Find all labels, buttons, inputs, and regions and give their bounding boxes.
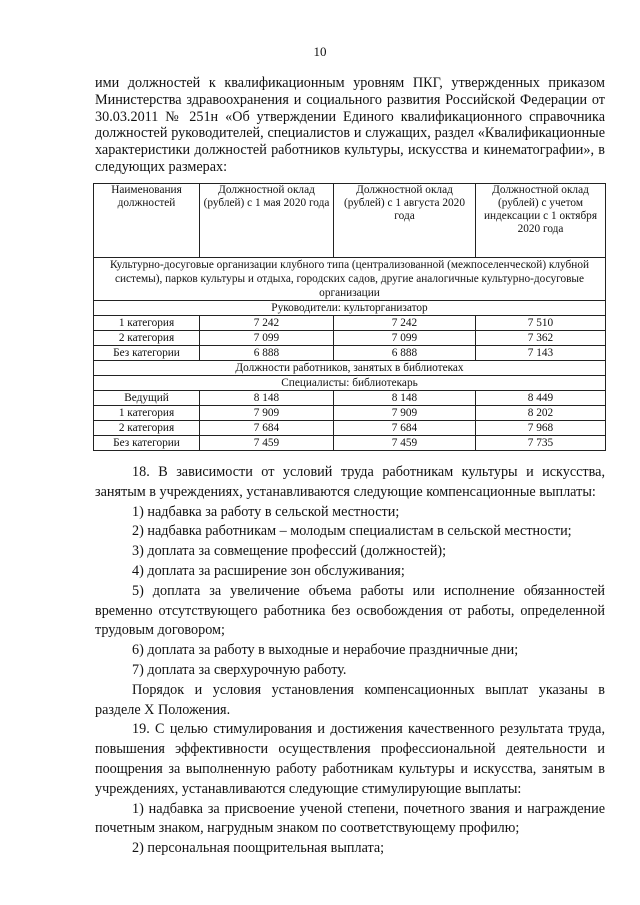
table-cell: 7 510 xyxy=(476,316,606,331)
table-cell: 7 099 xyxy=(334,331,476,346)
table-cell: 7 459 xyxy=(334,436,476,451)
table-cell: 8 148 xyxy=(200,391,334,406)
section-title-row xyxy=(94,361,606,376)
list-item: 6) доплата за работу в выходные и нерабочие праздничные дни; xyxy=(132,642,519,659)
section-subtitle: Специалисты: библиотекарь xyxy=(94,376,606,391)
table-cell: 7 362 xyxy=(476,331,606,346)
table-cell: Без категории xyxy=(94,346,200,361)
table-cell: 8 449 xyxy=(476,391,606,406)
section-subtitle-row xyxy=(94,301,606,316)
table-cell: 1 категория xyxy=(94,316,200,331)
section-title-row xyxy=(94,258,606,301)
section-title: Культурно-досуговые организации клубного типа (централизованной (межпоселенческой) клубной системы), парков культуры и отдыха, городских садов, другие аналогичные культурно-досуговые организации xyxy=(94,258,606,301)
table-cell: 6 888 xyxy=(200,346,334,361)
table-cell: 7 735 xyxy=(476,436,606,451)
salary-table xyxy=(93,183,606,451)
section-title: Должности работников, занятых в библиотеках xyxy=(94,361,606,376)
list-item: 2) надбавка работникам – молодым специалистам в сельской местности; xyxy=(132,523,572,540)
header-position: Наименования должностей xyxy=(94,184,200,258)
page-number: 10 xyxy=(313,44,327,59)
list-item: 1) надбавка за работу в сельской местности; xyxy=(132,503,400,520)
table-cell: 7 909 xyxy=(334,406,476,421)
table-cell: 7 242 xyxy=(200,316,334,331)
document-body xyxy=(95,463,605,859)
paragraph-19: 19. С целью стимулирования и достижения качественного результата труда, повышения эффективности осуществления профессиональной деятельности и поощрения за выполненную работу работникам культуры и искусства, занятым в учреждениях, устанавливаются следующие стимулирующие выплаты: xyxy=(95,721,605,797)
list-item: 4) доплата за расширение зон обслуживания; xyxy=(132,562,405,579)
table-row xyxy=(94,346,606,361)
header-salary-august: Должностной оклад (рублей) с 1 августа 2020 года xyxy=(334,184,476,258)
table-cell: 8 202 xyxy=(476,406,606,421)
section-subtitle-row xyxy=(94,376,606,391)
intro-paragraph: ими должностей к квалификационным уровням ПКГ, утвержденных приказом Министерства здравоохранения и социального развития Российской Федерации от 30.03.2011 № 251н «Об утверждении Единого квалификационного справочника должностей руководителей, специалистов и служащих, раздел «Квалификационные характеристики должностей работников культуры, искусства и кинематографии», в следующих размерах: xyxy=(95,75,605,175)
list-item: 2) персональная поощрительная выплата; xyxy=(132,840,385,857)
table-row xyxy=(94,391,606,406)
table-cell: Без категории xyxy=(94,436,200,451)
list-item: 1) надбавка за присвоение ученой степени, почетного звания и награждение почетным знаком, нагрудным знаком по соответствующему профилю; xyxy=(95,800,605,837)
table-cell: 1 категория xyxy=(94,406,200,421)
table-cell: 8 148 xyxy=(334,391,476,406)
table-header-row xyxy=(94,184,606,258)
paragraph-18: 18. В зависимости от условий труда работникам культуры и искусства, занятым в учреждениях, устанавливаются следующие компенсационные выплаты: xyxy=(95,464,605,500)
table-cell: 7 684 xyxy=(334,421,476,436)
table-cell: 7 968 xyxy=(476,421,606,436)
list-item: 7) доплата за сверхурочную работу. xyxy=(132,661,347,678)
section-subtitle: Руководители: культорганизатор xyxy=(94,301,606,316)
table-row xyxy=(94,331,606,346)
table-cell: Ведущий xyxy=(94,391,200,406)
table-row xyxy=(94,421,606,436)
table-cell: 7 459 xyxy=(200,436,334,451)
table-cell: 7 099 xyxy=(200,331,334,346)
table-row xyxy=(94,436,606,451)
header-salary-october: Должностной оклад (рублей) с учетом индексации с 1 октября 2020 года xyxy=(476,184,606,258)
table-cell: 2 категория xyxy=(94,331,200,346)
list-item: 5) доплата за увеличение объема работы или исполнение обязанностей временно отсутствующего работника без освобождения от работы, определенной трудовым договором; xyxy=(95,582,605,639)
table-cell: 7 684 xyxy=(200,421,334,436)
table-cell: 7 242 xyxy=(334,316,476,331)
table-row xyxy=(94,316,606,331)
table-cell: 7 143 xyxy=(476,346,606,361)
header-salary-may: Должностной оклад (рублей) с 1 мая 2020 года xyxy=(200,184,334,258)
table-row xyxy=(94,406,606,421)
table-cell: 7 909 xyxy=(200,406,334,421)
list-item: 3) доплата за совмещение профессий (должностей); xyxy=(132,543,447,560)
table-cell: 6 888 xyxy=(334,346,476,361)
table-cell: 2 категория xyxy=(94,421,200,436)
paragraph-order: Порядок и условия установления компенсационных выплат указаны в разделе X Положения. xyxy=(95,681,605,718)
